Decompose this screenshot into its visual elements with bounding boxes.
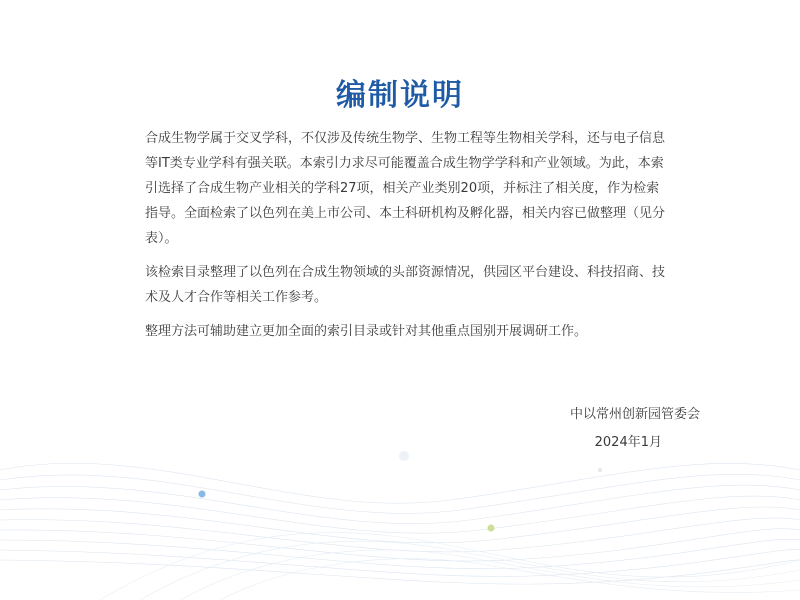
body-text xyxy=(145,126,665,353)
paragraph-2: 该检索目录整理了以色列在合成生物领域的头部资源情况，供园区平台建设、科技招商、技术及人才合作等相关工作参考。 xyxy=(145,265,666,305)
paragraph-1: 合成生物学属于交叉学科，不仅涉及传统生物学、生物工程等生物相关学科，还与电子信息等IT类专业学科有强关联。本索引力求尽可能覆盖合成生物学学科和产业领域。为此，本索引选择了合成生物产业相关的学科27项，相关产业类别20项，并标注了相关度，作为检索指导。全面检索了以色列在美上市公司、本土科研机构及孵化器，相关内容已做整理（见分表）。 xyxy=(145,131,666,246)
signature-date: 2024年1月 xyxy=(594,435,662,450)
paragraph-3: 整理方法可辅助建立更加全面的索引目录或针对其他重点国别开展调研工作。 xyxy=(145,324,588,339)
signature-organization: 中以常州创新园管委会 xyxy=(569,407,700,422)
page-title: 编制说明 xyxy=(336,78,464,113)
